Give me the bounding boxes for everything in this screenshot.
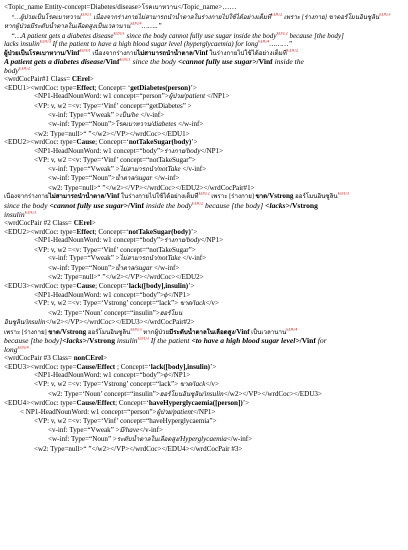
text-line — [4, 102, 404, 111]
text-run: because [the body] — [287, 31, 344, 40]
text-run: <cannot fully use sugar> — [178, 58, 257, 67]
text-run: ; Concept=‘ — [95, 281, 129, 290]
edu-tag: EDU3 — [130, 327, 142, 332]
text-run: ไม่สามารถนำ — [119, 255, 157, 263]
text-run: <Topic_name Entity-concept=Diabetes/disease> — [4, 3, 142, 11]
text-run: เนื่องจากร่างกาย — [90, 49, 137, 57]
text-line — [4, 264, 404, 274]
text-run: </NP1> — [167, 290, 191, 299]
text-line — [4, 111, 404, 121]
text-run: ไม่สามารถนำ — [119, 165, 157, 173]
text-line — [4, 282, 404, 291]
text-run: </w2></VP></wrdCoc></EDU3></wrdCocPair#2> — [45, 318, 195, 327]
text-line — [4, 236, 404, 246]
text-line — [4, 291, 404, 300]
text-run: / — [183, 92, 186, 101]
text-run: > — [91, 219, 96, 228]
text-run: <EDU1><wrdCoc: type= — [4, 83, 77, 92]
text-run: ’> — [190, 83, 197, 92]
text-line — [4, 84, 404, 93]
text-run: <v-inf: Type=“Vweak” > — [48, 164, 120, 173]
text-line — [4, 408, 404, 418]
text-run: since the body — [4, 202, 50, 211]
text-run: </w-inf> — [152, 174, 180, 183]
text-run: haveHyperglycaemia([person]) — [148, 399, 243, 408]
text-run: notTake — [158, 254, 181, 263]
text-run: </v-inf> — [180, 254, 207, 263]
edu-tag: EDU2 — [191, 202, 204, 206]
text-run: <EDU4><wrdCoc: type= — [4, 399, 77, 408]
edu-tag: EDU2 — [276, 31, 288, 36]
text-line — [4, 147, 404, 157]
text-run: CErel — [71, 75, 90, 84]
text-run: ฮอร์โมน — [159, 309, 183, 317]
text-run: หากผู้ป่วย — [141, 328, 170, 336]
text-run: notTakeSugar(body) — [128, 227, 191, 236]
text-run: </v-inf> — [138, 110, 165, 119]
text-run: <NP1-HeadNounWord: w1 concept=“body”> — [34, 371, 165, 380]
text-run: <NP1-HeadNounWord: w1 concept=“body”> — [34, 236, 165, 245]
text-run: / — [202, 389, 205, 398]
text-run: If the patient to have a high blood sugar level (hyperglycaemia) for long — [50, 40, 259, 49]
text-line — [4, 202, 404, 211]
text-run: </v-inf> — [180, 164, 207, 173]
text-run: / — [191, 299, 194, 308]
text-run: น้ำตาล — [115, 175, 135, 183]
text-run: <VP: v, w2 =<v: Type=‘Vinf’ concept=“notTakeSugar”> — [34, 156, 196, 165]
text-run: <wrdCocPair#1 Class= — [4, 75, 72, 84]
text-line — [4, 219, 404, 228]
text-line — [4, 309, 404, 319]
text-run: ผู้ป่วย — [168, 93, 184, 101]
edu-tag: EDU3 — [137, 337, 149, 341]
text-run: ; Concept= ‘ — [94, 83, 131, 92]
text-run: เนื่องจากร่างกายไม่สามารถนำน้ำตาลในร่างกายไปใช้ได้อย่างเต็มที่ — [91, 13, 272, 21]
text-run: “…ผู้ป่วยเป็นโรคเบาหวาน — [11, 13, 81, 21]
text-run: ระดับน้ำตาลในเลือดสูง — [116, 436, 179, 444]
text-run: /Vinf — [103, 58, 120, 67]
text-run: /Vinf — [234, 327, 250, 336]
text-run: </v-inf> — [139, 425, 163, 434]
text-run: <EDU3><wrdCoc: type= — [4, 281, 77, 290]
text-run: <w2: Type=null>“ ”</w2></VP></wrdCoc></EDU1> — [34, 129, 190, 138]
text-run: / — [156, 254, 159, 263]
text-run: / — [134, 263, 137, 272]
text-line — [4, 130, 404, 139]
text-run: <w2: Type=null>“ ”</w2></VP></wrdCoc></EDU4></wrdCocPair #3> — [34, 444, 243, 453]
text-line — [4, 318, 404, 328]
edu-tag: EDU4 — [258, 40, 270, 44]
text-run: Cause — [76, 138, 96, 147]
text-run: since the body cannot fully use sugar inside the body — [124, 31, 277, 40]
text-run: for — [315, 337, 327, 346]
text-run: / — [184, 146, 187, 155]
text-line — [4, 192, 404, 202]
text-run: lack — [193, 299, 206, 308]
text-line — [4, 174, 404, 184]
text-run: ในร่างกายไปใช้ได้อย่างเต็มที่ — [119, 193, 199, 201]
text-run: Effect — [76, 83, 95, 92]
text-run: patient — [173, 407, 193, 416]
text-line — [4, 299, 404, 309]
text-run: /Vinf — [64, 48, 80, 57]
text-run: ϕ — [164, 371, 168, 380]
text-run: <v-inf: Type=“Vweak” > — [48, 110, 120, 119]
text-run: / — [171, 407, 174, 416]
text-run: <w2: Type=‘Noun’ concept=“insulin”> — [48, 389, 160, 398]
text-run: </w-inf> — [226, 435, 253, 444]
text-run: <w-inf: Type=“Noun” > — [48, 435, 117, 444]
text-line — [4, 328, 404, 338]
text-line — [4, 184, 404, 193]
text-run: <VP: v, w2 =<v: Type=‘Vinf’ concept=“getDiabetes” > — [34, 102, 192, 111]
text-run: insulin — [204, 389, 224, 398]
text-run: ………” — [269, 40, 293, 49]
text-run: ไม่สามารถนำน้ำตาล — [48, 193, 105, 201]
text-run: เพราะ [ร่างกาย] ขาดอร์โมนอินซูลิน — [282, 13, 380, 21]
text-line — [4, 120, 404, 130]
text-run: “…A patient gets a diabetes disease — [11, 31, 114, 40]
edu-tag: EDU2 — [198, 192, 210, 197]
text-line — [4, 426, 404, 436]
text-run: have — [125, 425, 140, 434]
text-run: lack([body],insulin) — [128, 281, 189, 290]
text-run: > — [103, 354, 108, 363]
text-run: body — [186, 146, 201, 155]
text-line — [4, 58, 404, 67]
text-run: Effect — [76, 227, 95, 236]
text-run: insulin — [4, 210, 25, 219]
text-run: <NP1-HeadNounWord: w1 concept=“person”> — [34, 92, 169, 101]
text-run: <v-inf: Type=“Vweak” > — [48, 425, 120, 434]
text-line — [4, 273, 404, 282]
text-line — [4, 399, 404, 408]
text-run: <cannot fully use sugar> — [49, 202, 128, 211]
text-run: <w2: Type=null>“ ”</w2></VP></wrdCoc></EDU2></wrdCocPair#1> — [48, 183, 255, 192]
text-run: / — [184, 236, 187, 245]
text-run: / — [156, 164, 159, 173]
text-run: lack — [193, 379, 206, 388]
text-run: Cause — [76, 281, 96, 290]
edu-tag: EDU4 — [286, 327, 298, 332]
text-run: / — [150, 120, 153, 129]
text-run: เนื่องจากร่างกาย — [4, 193, 49, 201]
edu-tag: EDU1 — [119, 58, 131, 62]
text-run: มี — [119, 426, 124, 434]
text-run: ขาด — [179, 300, 192, 308]
text-run: ; Concept=‘ — [115, 399, 149, 408]
text-line — [4, 228, 404, 237]
text-run: ผู้ป่วยเป็นโรคเบาหวาน — [4, 49, 65, 57]
text-line — [4, 67, 404, 76]
text-run: nonCErel — [73, 354, 104, 363]
text-run: </NP1> — [167, 371, 191, 380]
text-run: <VP: v, w2 =<v: Type=‘Vinf’ concept=“notTakeSugar”> — [34, 245, 196, 254]
edu-tag: EDU3 — [39, 40, 51, 44]
text-run: since the body — [130, 58, 179, 67]
document-page — [4, 0, 404, 453]
text-run: / — [178, 435, 181, 444]
edu-tag: EDU3 — [24, 210, 36, 215]
text-run: notTakeSugar(body) — [128, 138, 192, 147]
text-run: ’> — [242, 399, 250, 408]
text-run: Hyperglycaemia — [180, 435, 227, 444]
text-run: notTake — [158, 164, 181, 173]
text-run: </w2></VP></wrdCoc></EDU3> — [223, 389, 322, 398]
text-run: มีระดับน้ำตาลในเลือดสูง — [169, 328, 235, 336]
text-run: /Vinf — [299, 337, 316, 346]
text-run: ฮอร์โมนอินซูลิน — [293, 193, 338, 201]
text-run: โรคเบาหวาน — [141, 4, 178, 11]
text-run: ’> — [191, 138, 198, 147]
text-line — [4, 445, 404, 454]
text-run: <lacks> — [62, 337, 87, 346]
text-run: patient — [185, 92, 206, 101]
text-line — [4, 22, 404, 32]
text-run: Cause/Effect — [76, 362, 116, 371]
text-run: because [the body] — [203, 202, 266, 211]
text-run: <EDU3><wrdCoc: type= — [4, 362, 77, 371]
text-run: <VP: v, w2 =<v: Type=‘Vstrong’ concept=“lack”> — [34, 299, 180, 308]
text-run: lack([body],insulin) — [150, 362, 211, 371]
text-run: / — [191, 379, 194, 388]
text-line — [4, 75, 404, 84]
text-run: / — [123, 425, 126, 434]
edu-tag: EDU3 — [337, 192, 349, 197]
text-line — [4, 40, 404, 49]
text-run: sugar — [136, 174, 153, 183]
text-run: เป็นเวลานาน — [249, 328, 287, 336]
text-line — [4, 371, 404, 380]
edu-tag: EDU3 — [379, 12, 391, 17]
text-run: ϕ — [164, 290, 168, 299]
text-line — [4, 32, 404, 41]
text-run: <w2: Type=null>“ ”</w2></VP></wrdCoc></EDU2> — [48, 273, 204, 282]
text-run: /Vstrong — [267, 192, 294, 201]
text-run: ’> — [188, 281, 195, 290]
text-line — [4, 246, 404, 255]
text-run: เพราะ [ร่างกาย] — [209, 193, 256, 201]
text-line — [4, 354, 404, 363]
text-run: body — [4, 66, 19, 75]
text-run: > — [89, 75, 94, 84]
text-run: </NP1> — [200, 146, 224, 155]
text-run: <lacks> — [265, 202, 290, 211]
text-run: /Vstrong — [86, 337, 116, 346]
text-run: / — [134, 174, 137, 183]
edu-tag: EDU1 — [113, 31, 125, 36]
text-run: inside the body — [144, 202, 192, 211]
text-run: /Vinf — [127, 202, 145, 211]
text-run: /be — [129, 110, 139, 119]
text-run: <to have a high blood sugar level> — [191, 337, 300, 346]
edu-tag: EDU2 — [18, 66, 30, 71]
text-run: <NP1-HeadNounWord: w1 concept=“body”> — [34, 146, 165, 155]
text-run: <VP: v, w2 =<v: Type=‘Vstrong’ concept=“lack”> — [34, 379, 180, 388]
edu-tag: EDU1 — [80, 12, 92, 17]
text-run: </v> — [205, 379, 219, 388]
text-run: getDiabetes(person) — [130, 83, 191, 92]
text-run: <VP: v, w2 =<v: Type=‘Vinf’ concept=“haveHyperglycaemia”> — [34, 417, 217, 426]
text-run: because [the body] — [4, 337, 63, 346]
text-run: <NP1-HeadNounWord: w1 concept=“body”> — [34, 290, 165, 299]
text-line — [4, 138, 404, 147]
text-line — [4, 13, 404, 23]
text-run: <EDU2><wrdCoc: type= — [4, 138, 77, 147]
text-run: /Vstrong — [289, 202, 318, 211]
text-run: ผู้ป่วย — [156, 408, 172, 416]
text-run: ; Concept=‘ — [95, 138, 129, 147]
text-run: <w2: Type=‘Noun’ concept=“insulin”> — [48, 308, 160, 317]
text-run: ฮอร์โมนอินซูลิน — [159, 390, 203, 398]
text-run: โรคเบาหวาน — [115, 121, 151, 129]
text-line — [4, 165, 404, 175]
text-run: อินซูลิน — [4, 319, 25, 327]
text-line — [4, 390, 404, 400]
text-run: CErel — [73, 219, 92, 228]
text-run: <EDU2><wrdCoc: type= — [4, 227, 77, 236]
text-line — [4, 417, 404, 426]
edu-tag: EDU2 — [271, 12, 283, 17]
text-run: เป็น — [119, 111, 130, 119]
text-run: ขาด — [179, 380, 192, 388]
edu-tag: EDU2 — [286, 48, 299, 53]
text-run: ไม่สามารถนำน้ำตาล — [136, 49, 193, 57]
text-run: <w-inf: Type=“Noun”> — [48, 174, 116, 183]
text-run: long — [4, 345, 18, 354]
text-line — [4, 435, 404, 445]
text-run: ร่างกาย — [164, 147, 185, 155]
text-run: </w-inf> — [176, 120, 204, 129]
text-line — [4, 92, 404, 102]
text-line — [4, 254, 404, 264]
text-run: ; Concept=‘ — [94, 227, 129, 236]
text-line — [4, 49, 404, 59]
text-run: </NP1> — [200, 236, 224, 245]
edu-tag: EDU4 — [17, 345, 29, 350]
text-run: </NP1> — [205, 92, 230, 101]
text-run: ในร่างกายไปใช้ได้อย่างเต็มที่ — [207, 49, 287, 57]
text-run: ร่างกาย — [164, 237, 185, 245]
text-run: ฮอร์โมนอินซูลิน — [86, 328, 131, 336]
text-line — [4, 337, 404, 346]
text-run: <w-inf: Type=“Noun”> — [48, 120, 116, 129]
text-run: /Vinf — [104, 192, 120, 201]
text-run: </w-inf> — [152, 263, 180, 272]
text-run: </Topic_name>…… — [177, 3, 237, 11]
text-line — [4, 156, 404, 165]
text-run: insulin — [26, 318, 46, 327]
text-run: insulin — [115, 337, 138, 346]
text-run: หากผู้ป่วยมีระดับน้ำตาลในเลือดสูงเป็นเวลานาน — [4, 23, 131, 31]
text-run: lacks insulin — [4, 40, 40, 49]
text-run: /Vstrong — [59, 327, 87, 336]
text-run: / — [24, 318, 27, 327]
text-run: /Vinf — [192, 48, 208, 57]
text-run: < NP1-HeadNounWord: w1 concept=“person”> — [20, 407, 157, 416]
text-line — [4, 363, 404, 372]
text-run: <w-inf: Type=“Noun”> — [48, 263, 116, 272]
text-run: ขาด — [255, 193, 268, 201]
text-run: น้ำตาล — [115, 264, 135, 272]
text-run: A patient — [4, 58, 33, 67]
text-run: <v-inf: Type=“Vweak” > — [48, 254, 120, 263]
text-run: sugar — [136, 263, 153, 272]
text-run: <wrdCocPair #3 Class= — [4, 354, 74, 363]
text-run: ; Concept=‘ — [115, 362, 151, 371]
text-run: body — [186, 236, 201, 245]
text-line — [4, 346, 404, 355]
text-run: ……..” — [141, 22, 162, 31]
text-run: diabetes — [152, 120, 177, 129]
edu-tag: EDU4 — [130, 22, 142, 26]
text-run: ’> — [190, 227, 198, 236]
text-run: Cause/Effect — [76, 399, 116, 408]
text-run: ’> — [210, 362, 217, 371]
text-run: ขาด — [48, 328, 60, 336]
text-line — [4, 380, 404, 390]
text-run: inside the — [272, 58, 304, 67]
text-run: <wrdCocPair #2 Class= — [4, 219, 74, 228]
text-run: /Vinf — [256, 58, 273, 67]
text-run: If the patient — [148, 337, 192, 346]
text-run: </v> — [205, 299, 219, 308]
text-line — [4, 3, 404, 13]
edu-tag: EDU1 — [79, 48, 91, 53]
text-run: เพราะ [ร่างกาย] — [4, 328, 49, 336]
text-run: gets a diabetes disease — [32, 58, 104, 67]
text-line — [4, 211, 404, 220]
text-run: </NP1> — [192, 407, 216, 416]
